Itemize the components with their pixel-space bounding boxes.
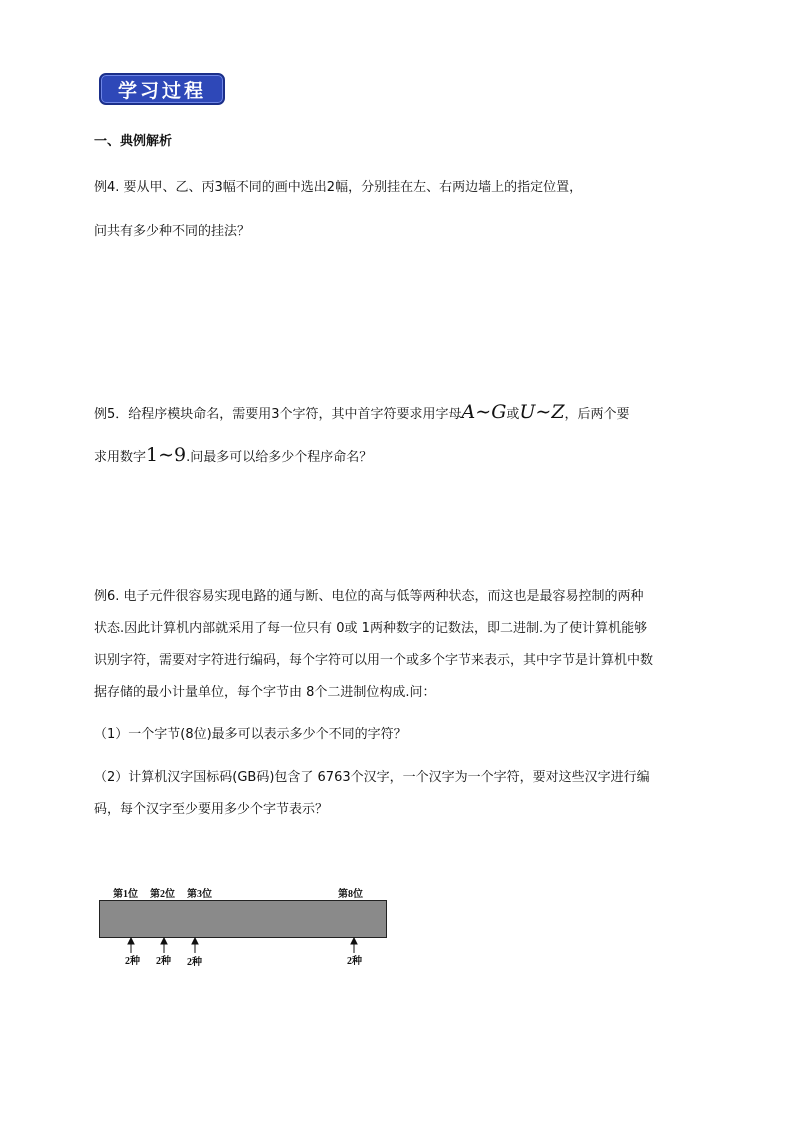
bit-position-label: 第3位 xyxy=(187,889,212,900)
bit-position-label: 第1位 xyxy=(113,889,138,900)
math-tilde: ∼ xyxy=(158,444,175,466)
example6-line1: 例6. 电子元件很容易实现电路的通与断、电位的高与低等两种状态，而这也是最容易控制的两种 xyxy=(94,589,644,604)
math-digit-9: 9 xyxy=(174,444,187,466)
example5-text3: 求用数字 xyxy=(94,450,147,465)
section-title: 一、典例解析 xyxy=(94,134,173,149)
math-letter-u: U xyxy=(519,401,536,423)
math-letter-g: G xyxy=(491,401,507,423)
state-count-label: 2种 xyxy=(156,956,171,967)
bit-position-label: 第2位 xyxy=(150,889,175,900)
example6-line2: 状态.因此计算机内部就采用了每一位只有 0或 1两种数字的记数法，即二进制.为了使计算机能够 xyxy=(94,621,648,636)
example6-line4: 据存储的最小计量单位，每个字节由 8个二进制位构成.问： xyxy=(94,685,436,700)
example5-text4: .问最多可以给多少个程序命名？ xyxy=(186,450,373,465)
example5-text1: 例5．给程序模块命名，需要用3个字符，其中首字符要求用字母 xyxy=(94,407,462,422)
example6-question2-line2: 码，每个汉字至少要用多少个字节表示？ xyxy=(94,802,329,817)
math-tilde: ∼ xyxy=(475,401,492,423)
up-arrow-icon xyxy=(161,938,167,953)
example6-line3: 识别字符，需要对字符进行编码，每个字符可以用一个或多个字节来表示，其中字节是计算机中数 xyxy=(94,653,654,668)
math-tilde: ∼ xyxy=(535,401,552,423)
state-count-label: 2种 xyxy=(125,956,140,967)
state-count-label: 2种 xyxy=(347,956,362,967)
example6-question2-line1: （2）计算机汉字国标码(GB码)包含了 6763个汉字，一个汉字为一个字符，要对这些汉字进行编 xyxy=(94,770,650,785)
example6-question1: （1）一个字节(8位)最多可以表示多少个不同的字符？ xyxy=(94,727,407,742)
up-arrow-icon xyxy=(192,938,198,953)
math-letter-z: Z xyxy=(551,401,565,423)
math-digit-1: 1 xyxy=(146,444,159,466)
example4-line1: 例4. 要从甲、乙、丙3幅不同的画中选出2幅，分别挂在左、右两边墙上的指定位置， xyxy=(94,180,583,195)
math-letter-a: A xyxy=(461,401,476,423)
up-arrow-icon xyxy=(351,938,357,953)
section-banner: 学习过程 xyxy=(99,73,225,105)
example4-line2: 问共有多少种不同的挂法？ xyxy=(94,224,251,239)
bit-position-label: 第8位 xyxy=(338,889,363,900)
example5-text2: ，后两个要 xyxy=(564,407,630,422)
state-count-label: 2种 xyxy=(187,957,202,968)
example5-or: 或 xyxy=(506,407,520,422)
up-arrow-icon xyxy=(128,938,134,953)
